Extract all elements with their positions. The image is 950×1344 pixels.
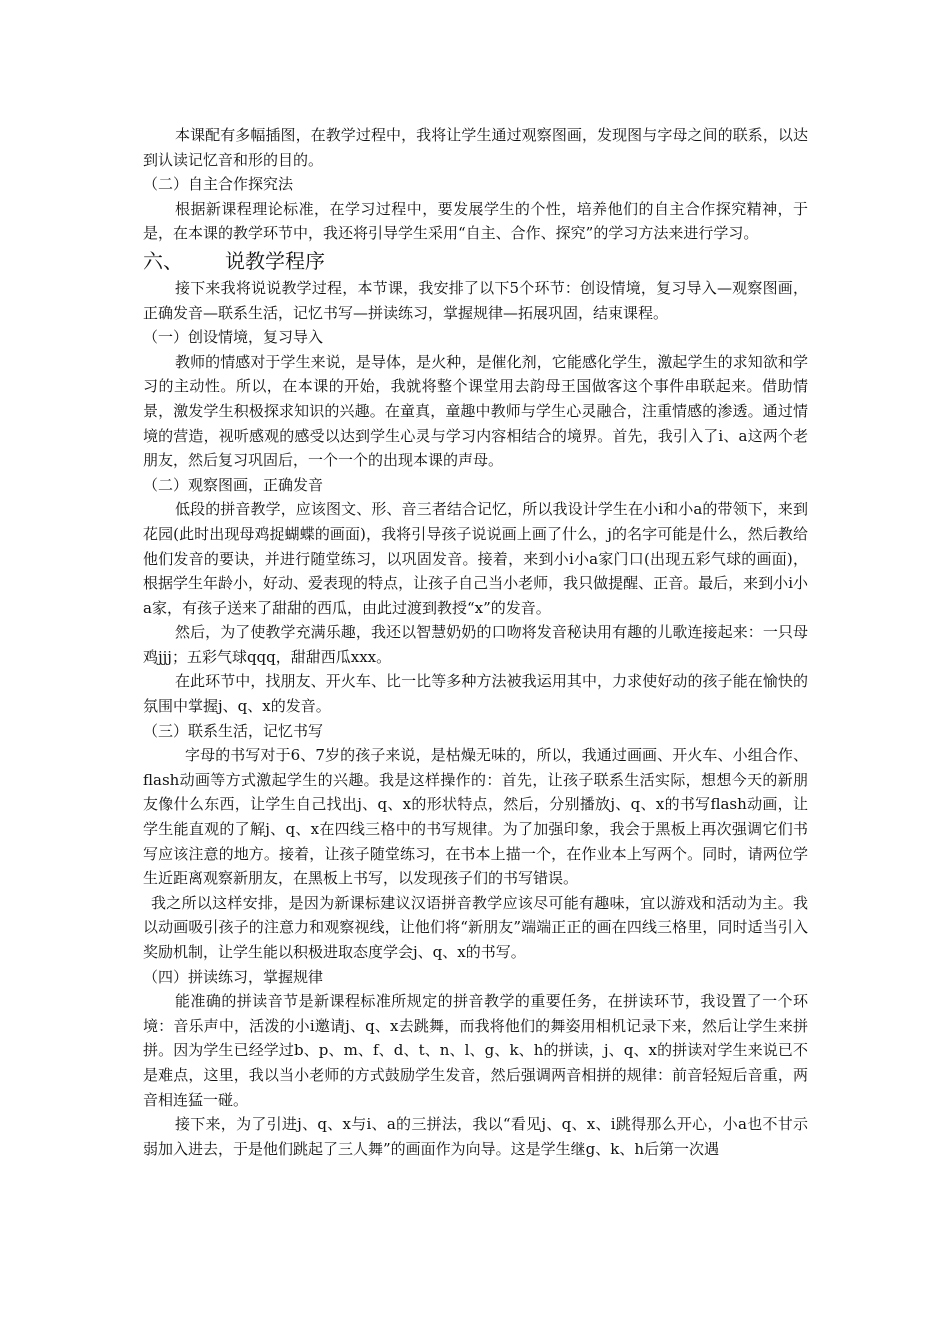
section-heading: （四）拼读练习，掌握规律: [143, 967, 324, 986]
paragraph: 在此环节中，找朋友、开火车、比一比等多种方法被我运用其中，力求使好动的孩子能在愉快的氛围中掌握j、q、x的发音。: [143, 672, 808, 716]
paragraph: 我之所以这样安排，是因为新课标建议汉语拼音教学应该尽可能有趣味，宜以游戏和活动为主。我以动画吸引孩子的注意力和观察视线，让他们将“新朋友”端端正正的画在四线三格里，同时适当引入奖励机制，让学生能以积极进取态度学会j、q、x的书写。: [143, 893, 808, 961]
section-heading: （二）观察图画，正确发音: [143, 475, 324, 494]
paragraph: 低段的拼音教学，应该图文、形、音三者结合记忆，所以我设计学生在小i和小a的带领下，来到花园(此时出现母鸡捉蝴蝶的画面)，我将引导孩子说说画上画了什么，j的名字可能是什么，然后教给他们发音的要诀，并进行随堂练习，以巩固发音。接着，来到小i小a家门口(出现五彩气球的画面)，根据学生年龄小，好动、爱表现的特点，让孩子自己当小老师，我只做提醒、正音。最后，来到小i小a家，有孩子送来了甜甜的西瓜，由此过渡到教授“x”的发音。: [143, 500, 808, 617]
paragraph: 能准确的拼读音节是新课程标准所规定的拼音教学的重要任务，在拼读环节，我设置了一个环境：音乐声中，活泼的小i邀请j、q、x去跳舞，而我将他们的舞姿用相机记录下来，然后让学生来拼拼。因为学生已经学过b、p、m、f、d、t、n、l、g、k、h的拼读，j、q、x的拼读对学生来说已不是难点，这里，我以当小老师的方式鼓励学生发音，然后强调两音相拼的规律：前音轻短后音重，两音相连猛一碰。: [143, 992, 808, 1109]
chapter-title: 说教学程序: [225, 248, 325, 273]
paragraph: 教师的情感对于学生来说，是导体，是火种，是催化剂，它能感化学生，激起学生的求知欲和学习的主动性。所以，在本课的开始，我就将整个课堂用去韵母王国做客这个事件串联起来。借助情景，激发学生积极探求知识的兴趣。在童真，童趣中教师与学生心灵融合，注重情感的渗透。通过情境的营造，视听感观的感受以达到学生心灵与学习内容相结合的境界。首先，我引入了i、a这两个老朋友，然后复习巩固后，一个一个的出现本课的声母。: [143, 352, 808, 470]
section-heading: （一）创设情境，复习导入: [143, 328, 324, 347]
section-heading: （三）联系生活，记忆书写: [143, 721, 324, 740]
section-heading: （二）自主合作探究法: [143, 175, 294, 194]
paragraph: 本课配有多幅插图，在教学过程中，我将让学生通过观察图画，发现图与字母之间的联系，以达到认读记忆音和形的目的。: [143, 126, 808, 169]
chapter-number: 六、: [143, 248, 183, 273]
paragraph: 然后，为了使教学充满乐趣，我还以智慧奶奶的口吻将发音秘诀用有趣的儿歌连接起来：一只母鸡jjj；五彩气球qqq，甜甜西瓜xxx。: [143, 623, 808, 666]
chapter-heading: [143, 246, 808, 276]
paragraph: 接下来我将说说教学过程，本节课，我安排了以下5个环节：创设情境，复习导入—观察图画，正确发音—联系生活，记忆书写—拼读练习，掌握规律—拓展巩固，结束课程。: [143, 278, 808, 322]
paragraph: 接下来，为了引进j、q、x与i、a的三拼法，我以“看见j、q、x、i跳得那么开心，小a也不甘示弱加入进去，于是他们跳起了三人舞”的画面作为向导。这是学生继g、k、h后第一次遇: [143, 1115, 808, 1158]
document-page: [143, 123, 808, 1161]
paragraph: 根据新课程理论标准，在学习过程中，要发展学生的个性，培养他们的自主合作探究精神，于是，在本课的教学环节中，我还将引导学生采用“自主、合作、探究”的学习方法来进行学习。: [143, 199, 808, 243]
paragraph: 字母的书写对于6、7岁的孩子来说，是枯燥无味的，所以，我通过画画、开火车、小组合作、flash动画等方式激起学生的兴趣。我是这样操作的：首先，让孩子联系生活实际，想想今天的新朋友像什么东西，让学生自己找出j、q、x的形状特点，然后，分别播放j、q、x的书写flash动画，让学生能直观的了解j、q、x在四线三格中的书写规律。为了加强印象，我会于黑板上再次强调它们书写应该注意的地方。接着，让孩子随堂练习，在书本上描一个，在作业本上写两个。同时，请两位学生近距离观察新朋友，在黑板上书写，以发现孩子们的书写错误。: [143, 746, 808, 888]
